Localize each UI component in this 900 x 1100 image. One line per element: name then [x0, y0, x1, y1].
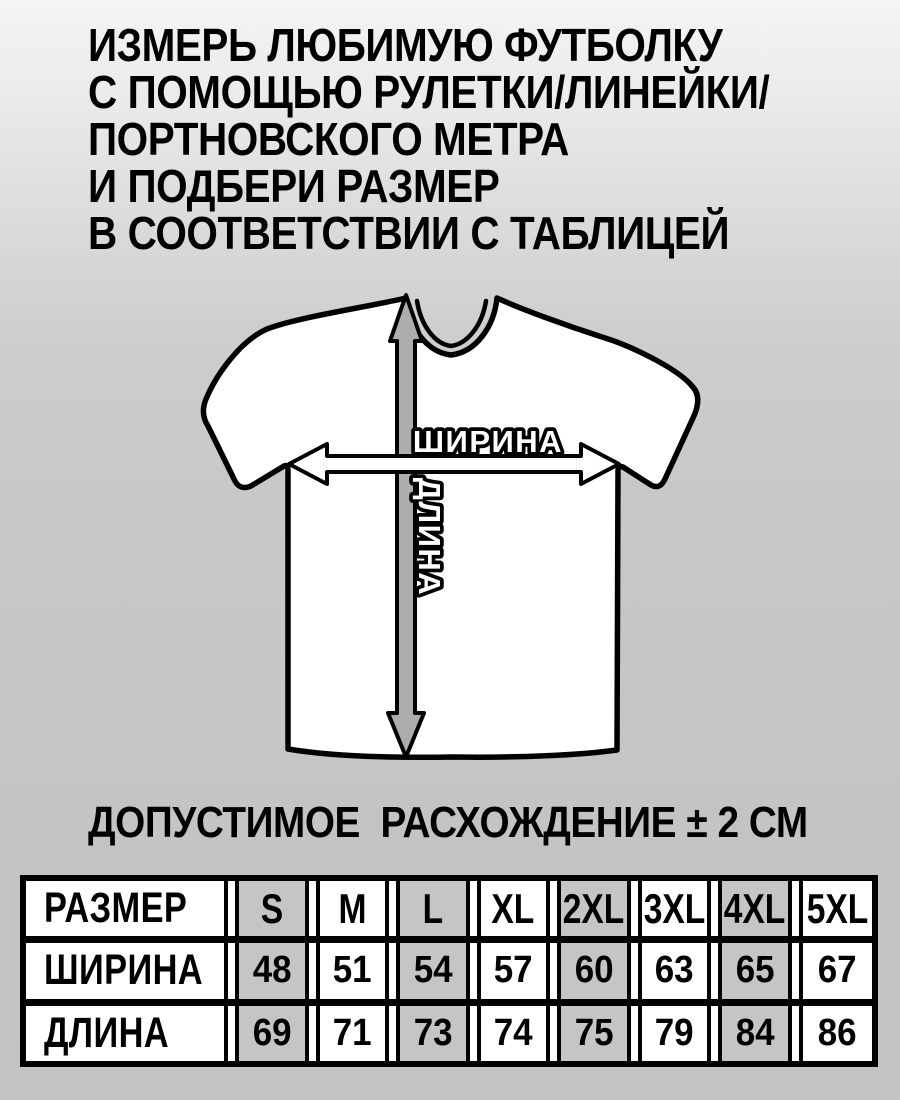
- length-value-4xl: 84: [718, 1006, 792, 1061]
- length-value-2xl: 75: [557, 1006, 631, 1061]
- tshirt-measurement-diagram: [190, 285, 710, 795]
- width-value-s: 48: [235, 943, 309, 998]
- heading-line-4: И ПОДБЕРИ РАЗМЕР: [88, 160, 500, 212]
- header-cell-2xl: 2XL: [557, 881, 631, 936]
- width-value-5xl: 67: [799, 943, 873, 998]
- header-cell-5xl: 5XL: [799, 881, 873, 936]
- header-cell-xl: XL: [477, 881, 551, 936]
- tolerance-note: ДОПУСТИМОЕ РАСХОЖДЕНИЕ ± 2 СМ: [88, 798, 808, 847]
- width-value-m: 51: [316, 943, 390, 998]
- length-value-xl: 74: [477, 1006, 551, 1061]
- width-value-xl: 57: [477, 943, 551, 998]
- header-cell-s: S: [235, 881, 309, 936]
- size-table: [20, 875, 878, 1067]
- tshirt-outline: [203, 298, 697, 757]
- collar-band-line: [417, 301, 486, 346]
- length-value-s: 69: [235, 1006, 309, 1061]
- header-cell-4xl: 4XL: [718, 881, 792, 936]
- header-cell-m: M: [316, 881, 390, 936]
- row-label-length: ДЛИНА: [26, 1006, 228, 1061]
- table-row-length: [26, 1006, 872, 1061]
- length-value-5xl: 86: [799, 1006, 873, 1061]
- width-value-4xl: 65: [718, 943, 792, 998]
- header-cell-size: РАЗМЕР: [26, 881, 228, 936]
- width-value-2xl: 60: [557, 943, 631, 998]
- table-row-width: [26, 943, 872, 1005]
- heading-line-5: В СООТВЕТСТВИИ С ТАБЛИЦЕЙ: [88, 207, 730, 259]
- header-cell-3xl: 3XL: [638, 881, 712, 936]
- width-value-l: 54: [396, 943, 470, 998]
- header-cell-l: L: [396, 881, 470, 936]
- heading-line-2: С ПОМОЩЬЮ РУЛЕТКИ/ЛИНЕЙКИ/: [88, 66, 770, 118]
- tshirt-diagram-svg: [190, 285, 710, 795]
- table-header-row: [26, 881, 872, 943]
- heading: [88, 19, 770, 259]
- width-label: ШИРИНА: [412, 424, 564, 459]
- length-value-3xl: 79: [638, 1006, 712, 1061]
- heading-line-1: ИЗМЕРЬ ЛЮБИМУЮ ФУТБОЛКУ: [88, 19, 723, 71]
- heading-line-3: ПОРТНОВСКОГО МЕТРА: [88, 113, 569, 165]
- length-value-l: 73: [396, 1006, 470, 1061]
- width-value-3xl: 63: [638, 943, 712, 998]
- length-value-m: 71: [316, 1006, 390, 1061]
- length-label: ДЛИНА: [411, 477, 447, 597]
- row-label-width: ШИРИНА: [26, 943, 228, 998]
